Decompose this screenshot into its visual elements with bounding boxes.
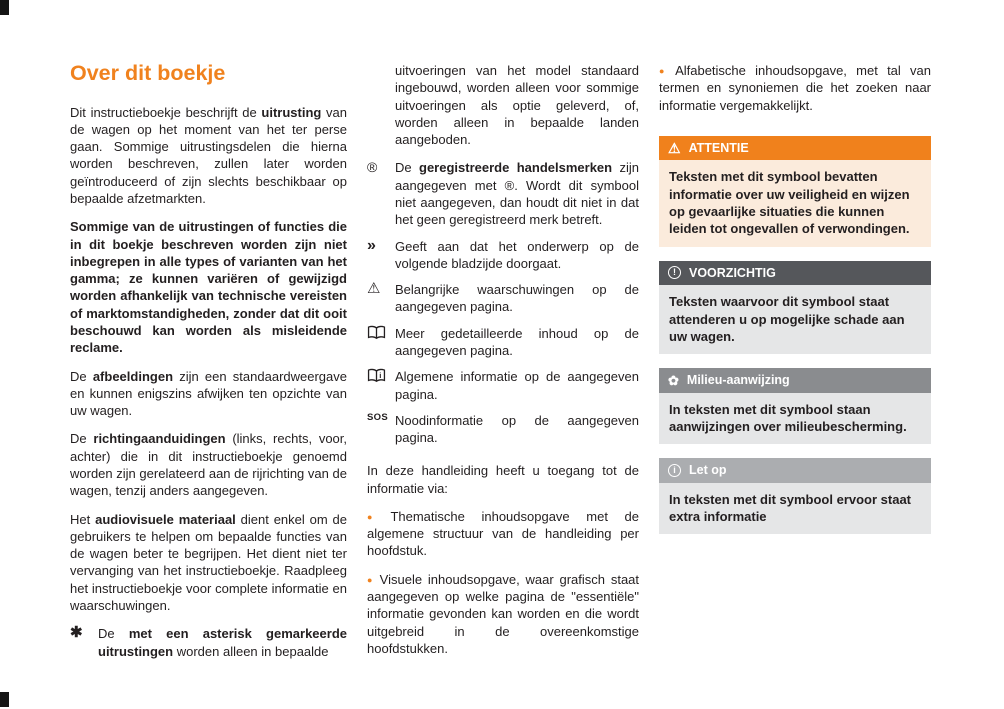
warning-legend-text: Belangrijke waarschuwingen op de aangegeven pagina. bbox=[395, 282, 639, 315]
detailed-content-text: Meer gedetailleerde inhoud op de aangegeven pagina. bbox=[395, 325, 639, 358]
page-title: Over dit boekje bbox=[70, 61, 226, 85]
attention-box-label: ATTENTIE bbox=[688, 140, 749, 155]
bullet-alphabetic bbox=[659, 62, 931, 114]
environment-box-header bbox=[659, 368, 931, 393]
registered-icon: ® bbox=[367, 159, 378, 176]
sos-item bbox=[367, 412, 639, 447]
exclamation-circle-icon: ! bbox=[668, 266, 681, 279]
general-info-item bbox=[367, 368, 639, 403]
environment-box-label: Milieu-aanwijzing bbox=[686, 373, 790, 388]
asterisk-legend-text: De met een asterisk gemarkeerde uitrustingen worden alleen in bepaalde bbox=[98, 626, 347, 659]
paragraph-asterisk-continuation: uitvoeringen van het model standaard ingebouwd, worden alleen voor sommige uitvoeringen als optie geleverd, of, worden alleen in bepaalde landen aangeboden. bbox=[395, 63, 639, 148]
caution-box-header bbox=[659, 261, 931, 286]
bullet-thematic bbox=[367, 508, 639, 560]
warning-legend-item bbox=[367, 281, 639, 316]
caution-box bbox=[659, 261, 931, 354]
paragraph-equipment: Dit instructieboekje beschrijft de uitrusting van de wagen op het moment van het ter perse gaan. Sommige uitrustingsdelen die hierna worden beschreven, zullen later worden geïntroduceerd of zijn slechts beschikbaar op bepaalde afzetmarkten. bbox=[70, 104, 347, 207]
asterisk-legend-item bbox=[70, 625, 347, 660]
caution-box-body: Teksten waarvoor dit symbool staat attenderen u op mogelijke schade aan uw wagen. bbox=[659, 285, 931, 354]
bullet-alphabetic-text: Alfabetische inhoudsopgave, met tal van termen en synoniemen die het zoeken naar informatie vergemakkelijkt. bbox=[659, 63, 931, 113]
bullet-icon: ● bbox=[367, 574, 375, 585]
next-page-text: Geeft aan dat het onderwerp op de volgende bladzijde doorgaat. bbox=[395, 238, 639, 271]
open-book-icon bbox=[367, 325, 395, 360]
next-page-item bbox=[367, 238, 639, 273]
environment-box bbox=[659, 368, 931, 444]
paragraph-audiovisual: Het audiovisuele materiaal dient enkel om de gebruikers te helpen om bepaalde functies van de wagen beter te begrijpen. Het dient niet ter vervanging van het instructieboekje. Raadpleeg het instructieboekje voor complete informatie en waarschuwingen. bbox=[70, 511, 348, 613]
info-circle-icon: i bbox=[668, 464, 681, 477]
paragraph-illustrations: De afbeeldingen zijn een standaardweergave en kunnen enigszins afwijken ten opzichte van uw wagen. bbox=[70, 368, 347, 419]
bullet-icon: ● bbox=[659, 66, 671, 76]
attention-box-header bbox=[659, 136, 931, 161]
bullet-thematic-text: Thematische inhoudsopgave met de algemene structuur van de handleiding per hoofdstuk. bbox=[367, 508, 639, 559]
paragraph-access-intro: In deze handleiding heeft u toegang tot de informatie via: bbox=[367, 463, 639, 496]
note-box bbox=[659, 458, 931, 534]
flower-icon: ✿ bbox=[668, 372, 679, 388]
double-angle-icon: » bbox=[367, 236, 376, 254]
bullet-visual bbox=[367, 571, 639, 657]
warning-triangle-icon: ⚠ bbox=[367, 280, 381, 298]
paragraph-disclaimer: Sommige van de uitrustingen of functies die in dit boekje beschreven worden zijn niet inbegrepen in alle types of varianten van het gamma; ze kunnen variëren of gewijzigd worden afhankelijk van technische vereisten of marktomstandigheden, zonder dat dit ooit beschouwd kan worden als misleidende reclame. bbox=[70, 219, 347, 356]
general-info-text: Algemene informatie op de aangegeven pagina. bbox=[395, 369, 639, 402]
attention-box bbox=[659, 136, 931, 247]
book-info-icon bbox=[367, 368, 395, 403]
note-box-header bbox=[659, 458, 931, 483]
registered-trademark-text: De geregistreerde handelsmerken zijn aangegeven met ®. Wordt dit symbool niet aangegeven, dan houdt dit niet in dat het geen geregistreerd merk betreft. bbox=[395, 160, 640, 228]
environment-box-body: In teksten met dit symbool staan aanwijzingen over milieubescherming. bbox=[659, 393, 931, 445]
sos-text: Noodinformatie op de aangegeven pagina. bbox=[395, 412, 639, 446]
warning-triangle-icon: ⚠ bbox=[668, 140, 681, 157]
caution-box-label: VOORZICHTIG bbox=[689, 265, 776, 280]
left-column bbox=[70, 62, 347, 669]
attention-box-body: Teksten met dit symbool bevatten informatie over uw veiligheid en wijzen op gevaarlijke situaties die kunnen leiden tot ongevallen of verwondingen. bbox=[659, 160, 931, 246]
asterisk-icon: ✱ bbox=[70, 624, 83, 642]
detailed-content-item bbox=[367, 325, 639, 360]
sos-icon: SOS bbox=[367, 411, 388, 423]
binding-mark-bottom bbox=[0, 692, 9, 707]
registered-trademark-item bbox=[367, 159, 639, 228]
right-column bbox=[659, 62, 931, 669]
paragraph-directions: De richtingaanduidingen (links, rechts, voor, achter) die in dit instructieboekje genoemd worden zijn gerelateerd aan de rijrichting van de wagen, tenzij anders aangegeven. bbox=[70, 431, 347, 499]
middle-column bbox=[367, 62, 639, 669]
note-box-label: Let op bbox=[689, 463, 727, 478]
svg-text:i: i bbox=[379, 371, 382, 381]
bullet-icon: ● bbox=[367, 511, 386, 522]
binding-mark-top bbox=[0, 0, 9, 15]
bullet-visual-text: Visuele inhoudsopgave, waar grafisch staat aangegeven op welke pagina de "essentiële" informatie gevonden kan worden en die wordt uitgebreid in de overeenkomstige hoofdstukken. bbox=[367, 571, 640, 656]
note-box-body: In teksten met dit symbool ervoor staat extra informatie bbox=[659, 483, 931, 535]
